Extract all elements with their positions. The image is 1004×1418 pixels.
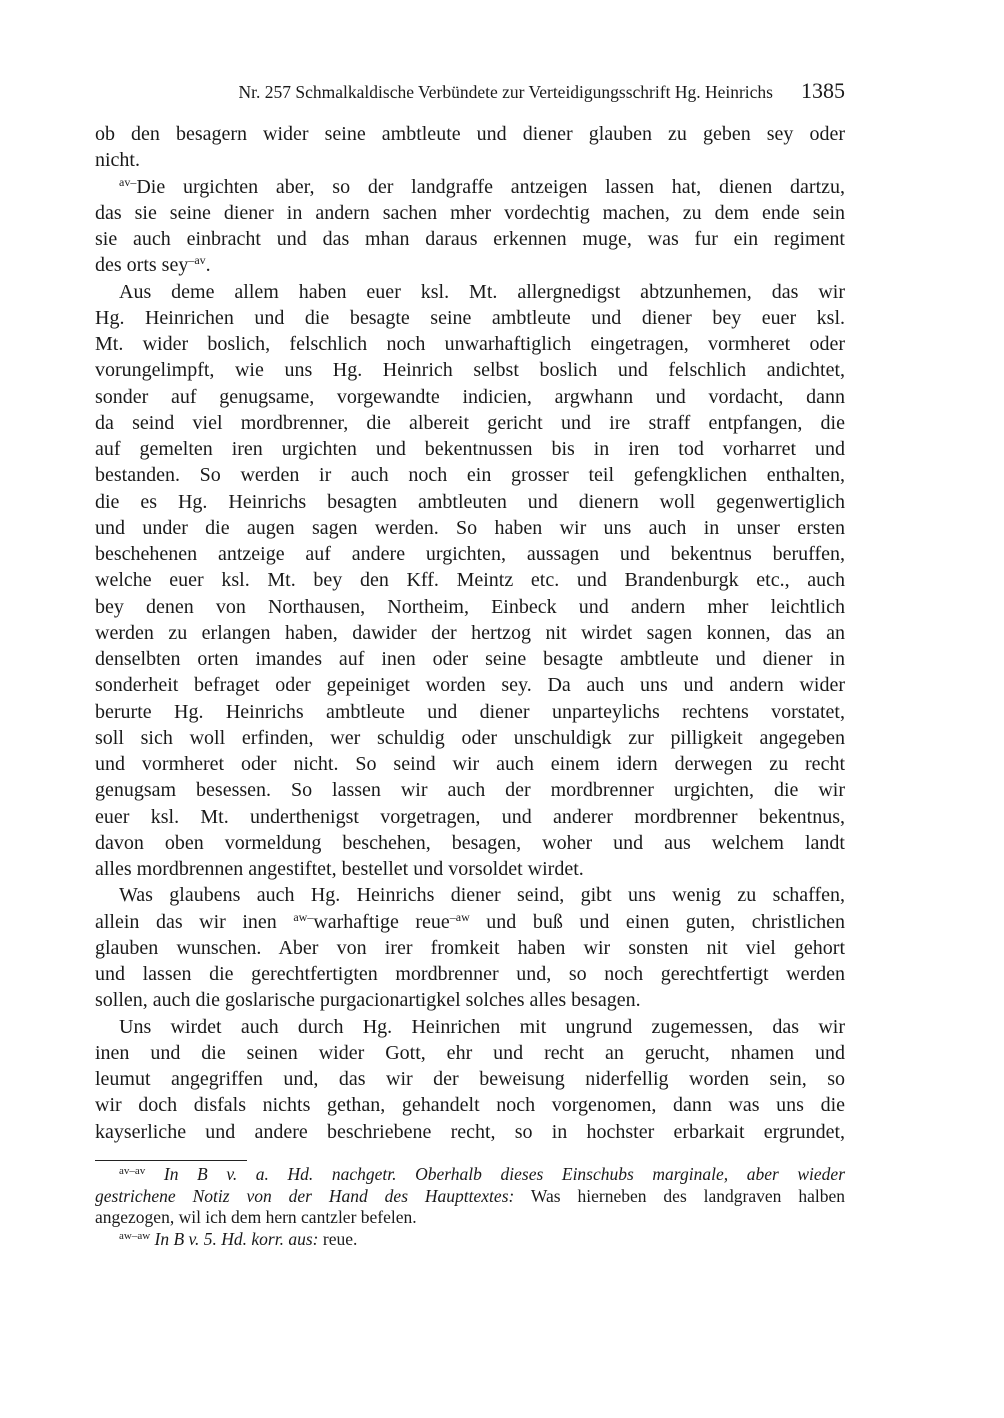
footnote-marker: –aw [449,909,470,924]
text-line [95,436,845,462]
text-line [95,856,845,882]
text-line [95,384,845,410]
text-segment: leumut angegriffen und, das wir der beweisung niderfellig worden sein, so [95,1068,845,1090]
text-line [95,541,845,567]
text-segment: bestanden. So werden ir auch noch ein grosser teil gefengklichen enthalten, [95,464,845,487]
text-line [95,935,845,961]
text-segment: warhaftige reue [313,910,450,933]
text-segment: alles mordbrennen angestiftet, bestellet und vorsoldet wirdet. [95,858,584,880]
text-segment: allein das wir inen [95,910,294,933]
text-line [95,515,845,541]
text-segment: und lassen die gerechtfertigten mordbrenner und, so noch gerechtfertigt werden [95,963,845,985]
footnote-marker: aw– [293,909,314,924]
text-segment: Uns wirdet auch durch Hg. Heinrichen mit ungrund zugemessen, das wir [119,1015,845,1038]
text-segment: welche euer ksl. Mt. bey den Kff. Meintz etc. und Brandenburgk etc., auch [95,569,845,592]
main-text [95,121,845,1145]
running-title: Nr. 257 Schmalkaldische Verbündete zur Verteidigungsschrift Hg. Heinrichs [238,82,773,102]
text-segment: glauben wunschen. Aber von irer fromkeit haben wir sonsten nit viel gehort [95,936,845,959]
text-line [95,174,845,200]
footnote-marker: –av [188,253,206,268]
text-segment: ob den besagern wider seine ambtleute und diener glauben zu geben sey oder [95,123,845,145]
text-line [95,1119,845,1145]
text-segment: genugsam besessen. So lassen wir auch der mordbrenner urgichten, die wir [95,779,845,802]
footnote-line [95,1186,845,1208]
page-number: 1385 [801,78,845,103]
text-segment: kayserliche und andere beschriebene recht, so in hochster erbarkait ergrundet, [95,1120,845,1143]
text-line [95,462,845,488]
text-line [95,1092,845,1118]
text-segment: Die urgichten aber, so der landgraffe antzeigen lassen hat, dienen dartzu, [136,175,845,198]
text-line [95,672,845,698]
text-segment: das sie seine diener in andern sachen mher vordechtig machen, zu dem ende sein [95,201,845,224]
text-segment: Was hierneben des landgraven halben [514,1185,845,1206]
footnote-marker: aw–aw [119,1229,151,1242]
text-segment: die es Hg. Heinrichs besagten ambtleuten und dienern woll gegenwertiglich [95,490,845,513]
text-segment: sonder auf genugsame, vorgewandte indicien, argwhann und vordacht, dann [95,385,845,408]
text-line [95,1014,845,1040]
text-segment [145,1164,164,1184]
footnote-line [95,1207,845,1229]
text-segment: des orts sey [95,254,189,277]
text-segment: da seind viel mordbrenner, die albereit gericht und ire straff entpfangen, die [95,411,845,434]
text-line [95,331,845,357]
text-line [95,804,845,830]
text-line [95,751,845,777]
text-line [95,830,845,856]
text-segment: angezogen, wil ich dem hern cantzler befelen. [95,1207,417,1228]
text-segment: Mt. wider boslich, felschlich noch unwarhaftiglich eingetragen, vormheret oder [95,333,845,355]
text-segment: vorungelimpft, wie uns Hg. Heinrich selbst boslich und felschlich andichtet, [95,359,845,382]
text-line [95,121,845,147]
text-line [95,882,845,908]
text-segment: und under die augen sagen werden. So haben wir uns auch in unser ersten [95,516,845,539]
text-line [95,357,845,383]
text-line [95,200,845,226]
text-segment: werden zu erlangen haben, dawider der hertzog nit wirdet sagen konnen, das an [95,621,845,644]
footnote-marker: av–av [119,1165,146,1177]
text-line [95,1040,845,1066]
text-line [95,725,845,751]
text-line [95,305,845,331]
text-segment: sonderheit befraget oder gepeiniget worden sey. Da auch uns und andern wider [95,674,845,697]
text-line [95,961,845,987]
text-line [95,226,845,252]
editorial-note: gestrichene Notiz von der Hand des Haupttextes: [95,1185,515,1206]
text-segment: Was glaubens auch Hg. Heinrichs diener seind, gibt uns wenig zu schaffen, [119,884,845,907]
text-segment: euer ksl. Mt. underthenigst vorgetragen, und anderer mordbrenner bekentnus, [95,805,845,828]
text-segment: berurte Hg. Heinrichs ambtleute und diener unparteylichs rechtens vorstatet, [95,700,845,723]
text-line [95,410,845,436]
text-segment: wir doch disfals nichts gethan, gehandelt noch vorgenomen, dann was uns die [95,1094,845,1117]
text-segment: bey denen von Northausen, Northeim, Einbeck und andern mher leichtlich [95,595,845,618]
text-segment: beschehenen antzeige auf andere urgichten, aussagen und bekentnus beruffen, [95,543,845,565]
text-line [95,279,845,305]
text-segment: sollen, auch die goslarische purgacionartigkel solches alles besagen. [95,989,641,1012]
text-segment: Hg. Heinrichen und die besagte seine ambtleute und diener bey euer ksl. [95,306,845,329]
footnote-marker: av– [119,174,137,189]
footnote-divider [95,1160,247,1161]
text-segment: nicht. [95,149,140,172]
text-line [95,909,845,935]
editorial-note: In B v. 5. Hd. korr. aus: [154,1228,319,1249]
text-segment: davon oben vormeldung beschehen, besagen, woher und aus welchem landt [95,831,845,854]
footnotes [95,1164,845,1250]
footnote-line [95,1229,845,1251]
text-line [95,147,845,173]
text-segment: Aus deme allem haben euer ksl. Mt. allergnedigst abtzunhemen, das wir [119,280,845,303]
text-segment: und vormheret oder nicht. So seind wir auch einem idern derwegen zu recht [95,753,845,775]
text-segment: sie auch einbracht und das mhan daraus erkennen muge, was fur ein regiment [95,228,845,250]
footnote-line [95,1164,845,1186]
text-segment: und buß und einen guten, christlichen [469,910,845,933]
text-line [95,646,845,672]
editorial-note: In B v. a. Hd. nachgetr. Oberhalb dieses Einschubs marginale, aber wieder [163,1164,846,1184]
text-segment: auf gemelten iren urgichten und bekentnussen bis in iren tod vorharret und [95,438,845,460]
text-segment: inen und die seinen wider Gott, ehr und recht an gerucht, nhamen und [95,1041,845,1064]
text-line [95,987,845,1013]
text-line [95,620,845,646]
text-line [95,699,845,725]
text-line [95,252,845,278]
text-segment: reue. [318,1228,358,1249]
text-segment: denselbten orten imandes auf inen oder seine besagte ambtleute und diener in [95,648,845,670]
running-header [95,78,845,108]
text-line [95,567,845,593]
text-line [95,594,845,620]
text-line [95,777,845,803]
text-segment: . [205,254,211,277]
text-segment: soll sich woll erfinden, wer schuldig oder unschuldigk zur pilligkeit angegeben [95,726,845,749]
text-line [95,489,845,515]
text-line [95,1066,845,1092]
